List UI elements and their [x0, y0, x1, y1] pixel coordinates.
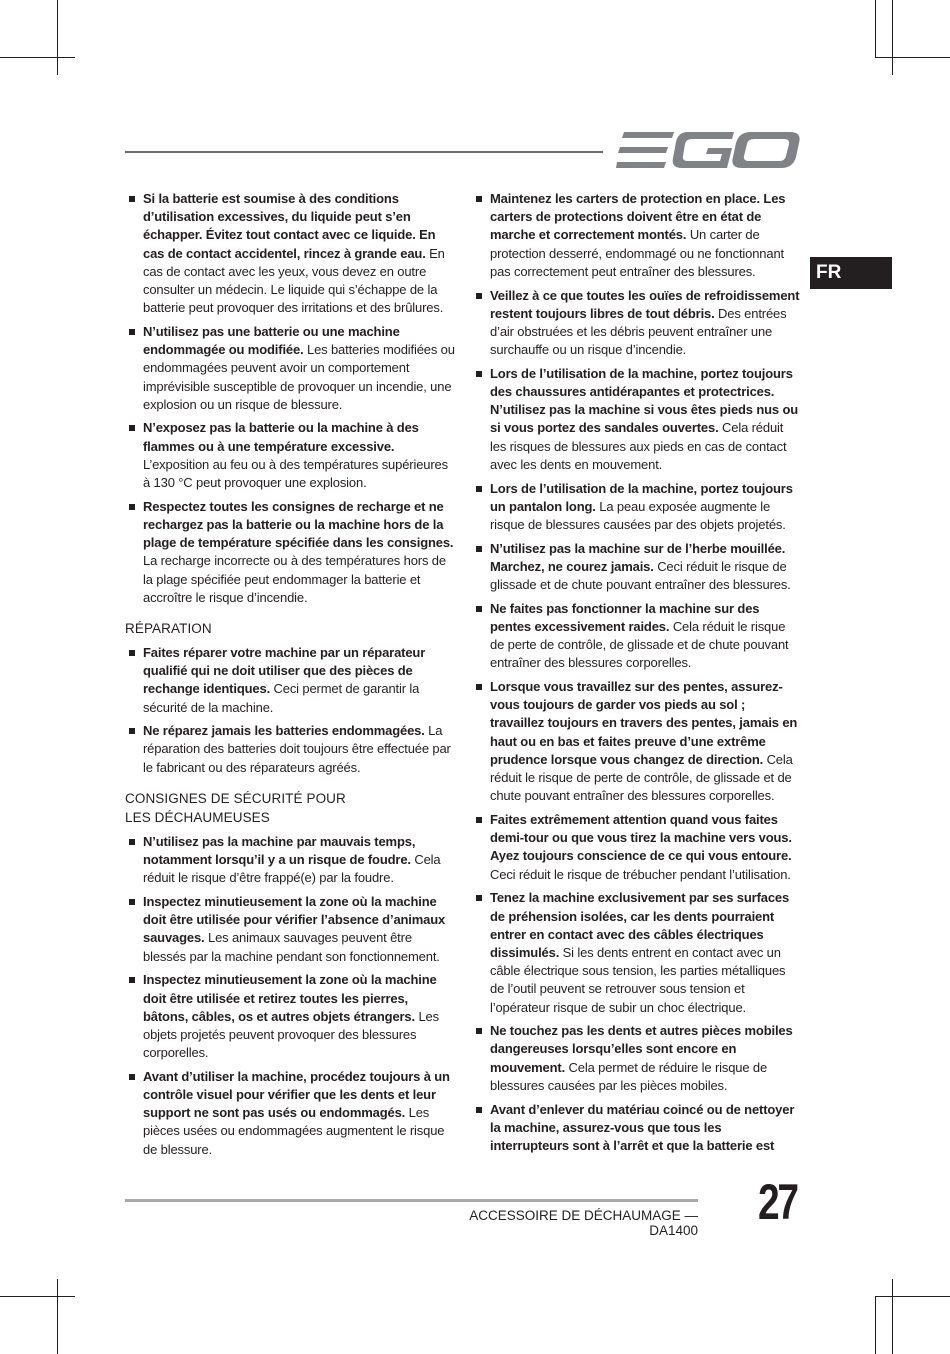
- list-item: Inspectez minutieusement la zone où la machine doit être utilisée et retirez toutes les pierres, bâtons, câbles, os et autres objets étrangers. Les objets projetés peuvent provoquer des blessures corporelles.: [125, 971, 455, 1062]
- list-item: Ne faites pas fonctionner la machine sur des pentes excessivement raides. Cela réduit le risque de perte de contrôle, de glissade et de chute pouvant entraîner des blessures corporelles.: [472, 600, 802, 673]
- crop-mark: [875, 57, 950, 58]
- list-item: Avant d’enlever du matériau coincé ou de nettoyer la machine, assurez-vous que tous les interrupteurs sont à l’arrêt et que la batterie est: [472, 1101, 802, 1156]
- crop-mark: [875, 1296, 950, 1297]
- crop-mark: [875, 0, 876, 57]
- list-item: Lors de l’utilisation de la machine, portez toujours des chaussures antidérapantes et protectrices. N’utilisez pas la machine si vous êtes pieds nus ou si vous portez des sandales ouvertes. Cela réduit les risques de blessures aux pieds en cas de contact avec les dents en mouvement.: [472, 365, 802, 474]
- list-item: N’exposez pas la batterie ou la machine à des flammes ou à une température excessive. L’exposition au feu ou à des températures supérieures à 130 °C peut provoquer une explosion.: [125, 419, 455, 492]
- list-item: Lors de l’utilisation de la machine, portez toujours un pantalon long. La peau exposée augmente le risque de blessures causées par des objets projetés.: [472, 480, 802, 535]
- crop-mark: [57, 1279, 58, 1354]
- page-number: 27: [758, 1174, 797, 1230]
- section-heading-dethatcher-safety: CONSIGNES DE SÉCURITÉ POUR LES DÉCHAUMEUSES: [125, 790, 346, 825]
- right-column: [472, 190, 802, 1161]
- left-column: [125, 190, 455, 1164]
- header-rule: [125, 151, 603, 153]
- crop-mark: [57, 0, 58, 75]
- dethatcher-safety-list: [125, 833, 455, 1159]
- repair-list: [125, 644, 455, 777]
- battery-safety-list: [125, 190, 455, 607]
- list-item: Ne touchez pas les dents et autres pièces mobiles dangereuses lorsqu’elles sont encore en mouvement. Cela permet de réduire le risque de blessures causées par les pièces mobiles.: [472, 1022, 802, 1095]
- crop-mark: [0, 1296, 75, 1297]
- list-item: Veillez à ce que toutes les ouïes de refroidissement restent toujours libres de tout débris. Des entrées d’air obstruées et les débris peuvent entraîner une surchauffe ou un risque d’incendie.: [472, 287, 802, 360]
- crop-mark: [892, 0, 893, 75]
- section-heading-repair: RÉPARATION: [125, 620, 212, 636]
- list-item: Ne réparez jamais les batteries endommagées. La réparation des batteries doit toujours être effectuée par le fabricant ou des réparateurs agréés.: [125, 722, 455, 777]
- list-item: Lorsque vous travaillez sur des pentes, assurez-vous toujours de garder vos pieds au sol ; travaillez toujours en travers des pentes, jamais en haut ou en bas et faites preuve d’une extrême prudence lorsque vous changez de direction. Cela réduit le risque de perte de contrôle, de glissade et de chute pouvant entraîner des blessures corporelles.: [472, 678, 802, 805]
- list-item: Avant d’utiliser la machine, procédez toujours à un contrôle visuel pour vérifier que les dents et leur support ne sont pas usés ou endommagés. Les pièces usées ou endommagées augmentent le risque de blessure.: [125, 1068, 455, 1159]
- list-item: Respectez toutes les consignes de recharge et ne rechargez pas la batterie ou la machine hors de la plage de température spécifiée dans les consignes. La recharge incorrecte ou à des températures hors de la plage spécifiée peut endommager la batterie et accroître le risque d’incendie.: [125, 498, 455, 607]
- language-tab: FR: [810, 257, 892, 289]
- list-item: Faites extrêmement attention quand vous faites demi-tour ou que vous tirez la machine vers vous. Ayez toujours conscience de ce qui vous entoure. Ceci réduit le risque de trébucher pendant l’utilisation.: [472, 811, 802, 884]
- crop-mark: [875, 1296, 876, 1354]
- list-item: Faites réparer votre machine par un réparateur qualifié qui ne doit utiliser que des pièces de rechange identiques. Ceci permet de garantir la sécurité de la machine.: [125, 644, 455, 717]
- list-item: Maintenez les carters de protection en place. Les carters de protections doivent être en état de marche et correctement montés. Un carter de protection desserré, endommagé ou ne fonctionnant pas correctement peut entraîner des blessures.: [472, 190, 802, 281]
- list-item: Si la batterie est soumise à des conditions d’utilisation excessives, du liquide peut s’en échapper. Évitez tout contact avec ce liquide. En cas de contact accidentel, rincez à grande eau. En cas de contact avec les yeux, vous devez en outre consulter un médecin. Le liquide qui s’échappe de la batterie peut provoquer des irritations et des brûlures.: [125, 190, 455, 317]
- footer-title: ACCESSOIRE DE DÉCHAUMAGE — DA1400: [469, 1208, 698, 1238]
- list-item: Inspectez minutieusement la zone où la machine doit être utilisée pour vérifier l’absence d’animaux sauvages. Les animaux sauvages peuvent être blessés par la machine pendant son fonctionnement.: [125, 893, 455, 966]
- footer-rule: [125, 1199, 698, 1202]
- list-item: N’utilisez pas une batterie ou une machine endommagée ou modifiée. Les batteries modifiées ou endommagées peuvent avoir un comportement imprévisible susceptible de provoquer un incendie, une explosion ou un risque de blessure.: [125, 323, 455, 414]
- list-item: Tenez la machine exclusivement par ses surfaces de préhension isolées, car les dents pourraient entrer en contact avec des câbles électriques dissimulés. Si les dents entrent en contact avec un câble électrique sous tension, les parties métalliques de l’outil peuvent se retrouver sous tension et l’opérateur risque de subir un choc électrique.: [472, 889, 802, 1016]
- crop-mark: [892, 1279, 893, 1354]
- list-item: N’utilisez pas la machine sur de l’herbe mouillée. Marchez, ne courez jamais. Ceci réduit le risque de glissade et de chute pouvant entraîner des blessures.: [472, 540, 802, 595]
- machine-safety-list: [472, 190, 802, 1155]
- crop-mark: [0, 57, 75, 58]
- ego-logo: [616, 128, 800, 172]
- list-item: N’utilisez pas la machine par mauvais temps, notamment lorsqu’il y a un risque de foudre. Cela réduit le risque d’être frappé(e) par la foudre.: [125, 833, 455, 888]
